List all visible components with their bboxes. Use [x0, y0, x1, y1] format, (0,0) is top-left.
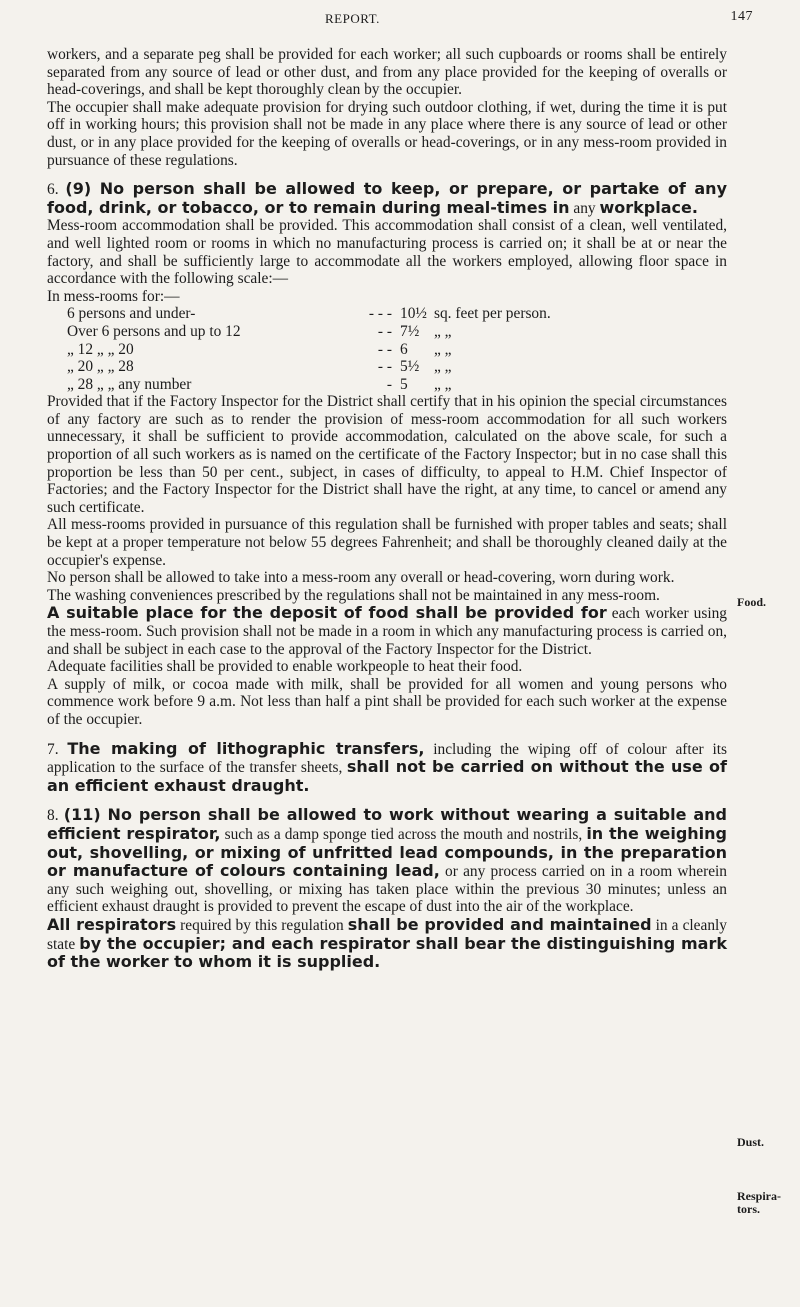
paragraph: The washing conveniences prescribed by the regulations shall not be maintained in any mess-room. — [47, 586, 660, 604]
paragraph: Provided that if the Factory Inspector for the District shall certify that in his opinion the special circumstances of any factory are such as to render the provision of mess-room accommodation for all such workers unnecessary, it shall be sufficient to provide accommodation, calculated on the above scale, for such a proportion of all such workers as is named on the certificate of the Factory Inspector; but in no case shall this proportion be less than 50 per cent., subject, in cases of difficulty, to appeal to H.M. Chief Inspector of Factories; and the Factory Inspector for the District shall have the right, at any time, to cancel or amend any such certificate. — [47, 393, 727, 516]
margin-note-respirators: Respira- tors. — [737, 1189, 781, 1216]
scale-unit: „ „ — [434, 322, 452, 340]
scale-unit: „ „ — [434, 375, 452, 393]
rule-7 — [47, 740, 727, 796]
scale-unit: „ „ — [434, 358, 452, 376]
paragraph: The occupier shall make adequate provision for drying such outdoor clothing, if wet, during the time it is put off in working hours; this provision shall not be made in any place where there is any source of lead or other dust, or in any place provided for the keeping of overalls or head-coverings, or in any mess-room provided in pursuance of these regulations. — [47, 98, 727, 169]
rule-7-normal: including the wiping off of colour after its application to the surface of the transfer sheets, — [47, 740, 727, 777]
scale-label: Over 6 persons and up to 12 — [67, 322, 241, 340]
scale-value: 6 — [400, 340, 408, 358]
scale-label: „ 20 „ „ 28 — [67, 358, 134, 376]
margin-note-dust: Dust. — [737, 1135, 765, 1149]
scale-row — [67, 358, 551, 376]
rule-number: 8. — [47, 807, 59, 825]
scale-dash: - — [386, 375, 392, 393]
scale-label: „ 28 „ „ any number — [67, 375, 192, 393]
running-title: REPORT. — [325, 11, 380, 26]
scale-row — [67, 305, 551, 323]
rule-6-heading — [47, 180, 727, 217]
scale-row — [67, 376, 551, 394]
rule-8-normal-d: in a cleanly state — [47, 916, 728, 953]
paragraph — [47, 916, 727, 972]
rule-8-normal-c: required by this regulation — [180, 916, 344, 934]
scale-value: 5 — [400, 375, 408, 393]
document-body — [47, 46, 727, 972]
deposit-bold: A suitable place for the deposit of food shall be provided for — [47, 603, 607, 623]
scale-value: 10½ — [400, 305, 427, 323]
scale-label: „ 12 „ „ 20 — [67, 340, 134, 358]
paragraph: Mess-room accommodation shall be provided. This accommodation shall consist of a clean, well ventilated, and well lighted room or rooms in which no manufacturing process is carried on; it shall be at or near the factory, and shall be sufficiently large to accommodate all the workers employed, allowing floor space in accordance with the following scale:— — [47, 217, 727, 288]
paragraph: A supply of milk, or cocoa made with milk, shall be provided for all women and young persons who commence work before 9 a.m. Not less than half a pint shall be provided for each such worker at the expense of the occupier. — [47, 675, 727, 728]
rule-number: 6. — [47, 181, 59, 199]
paragraph — [47, 604, 727, 658]
scale-dash: - - — [377, 322, 392, 340]
scale-label: 6 persons and under- — [67, 305, 196, 323]
scale-dash: - - - — [368, 305, 392, 323]
rule-number: 7. — [47, 740, 59, 758]
rule-8-bold-d: shall be provided and maintained — [347, 914, 652, 934]
rule-7-bold-b: shall not be carried on without the use of an efficient exhaust draught. — [47, 757, 727, 795]
rule-8-normal-b: or any process carried on in a room wherein any such weighing out, shovelling, or mixing has taken place within the previous 30 minutes; unless an efficient exhaust draught is provided to prevent the escape of dust into the air of the workplace. — [47, 863, 727, 916]
rule-7-bold-a: The making of lithographic transfers, — [67, 738, 425, 758]
scale-row — [67, 323, 551, 341]
margin-note-food: Food. — [737, 595, 767, 609]
rule-8-bold-a: (11) No person shall be allowed to work without wearing a suitable and efficient respirator, — [47, 805, 727, 843]
scale-unit: sq. feet per person. — [434, 305, 551, 323]
scale-dash: - - — [377, 340, 392, 358]
scale-value: 5½ — [400, 358, 420, 376]
rule-8 — [47, 806, 727, 916]
rule-8-bold-c: All respirators — [47, 914, 177, 934]
rule-heading-last: workplace. — [599, 197, 698, 217]
rule-heading-tail: any — [573, 199, 596, 217]
rule-8-bold-b: in the weighing out, shovelling, or mixing of unfritted lead compounds, in the preparation or manufacture of colours containing lead, — [47, 823, 727, 881]
scale-dash: - - — [377, 358, 392, 376]
floor-space-scale — [67, 305, 551, 393]
page-number: 147 — [730, 9, 753, 24]
rule-8-bold-e: by the occupier; and each respirator shall bear the distinguishing mark of the worker to whom it is supplied. — [47, 933, 727, 972]
page-header — [0, 6, 753, 26]
rule-8-normal-a: such as a damp sponge tied across the mouth and nostrils, — [224, 825, 583, 843]
scale-intro: In mess-rooms for:— — [47, 287, 180, 305]
scale-row — [67, 341, 551, 359]
paragraph: All mess-rooms provided in pursuance of this regulation shall be furnished with proper tables and seats; shall be kept at a proper temperature not below 55 degrees Fahrenheit; and shall be thoroughly cleaned daily at the occupier's expense. — [47, 516, 727, 569]
paragraph: workers, and a separate peg shall be provided for each worker; all such cupboards or rooms shall be entirely separated from any source of lead or other dust, and from any place provided for the keeping of overalls or head-coverings, and shall be kept thoroughly clean by the occupier. — [47, 46, 727, 99]
paragraph: Adequate facilities shall be provided to enable workpeople to heat their food. — [47, 658, 523, 676]
rule-heading: (9) No person shall be allowed to keep, or prepare, or partake of any food, drink, or tobacco, or to remain during meal-times in — [47, 179, 727, 217]
paragraph: No person shall be allowed to take into a mess-room any overall or head-covering, worn during work. — [47, 569, 675, 587]
deposit-rest: each worker using the mess-room. Such provision shall not be made in a room in which any manufacturing process is carried on, and shall be subject in each case to the approval of the Factory Inspector for the District. — [47, 605, 727, 658]
scale-value: 7½ — [400, 322, 420, 340]
scale-unit: „ „ — [434, 340, 452, 358]
